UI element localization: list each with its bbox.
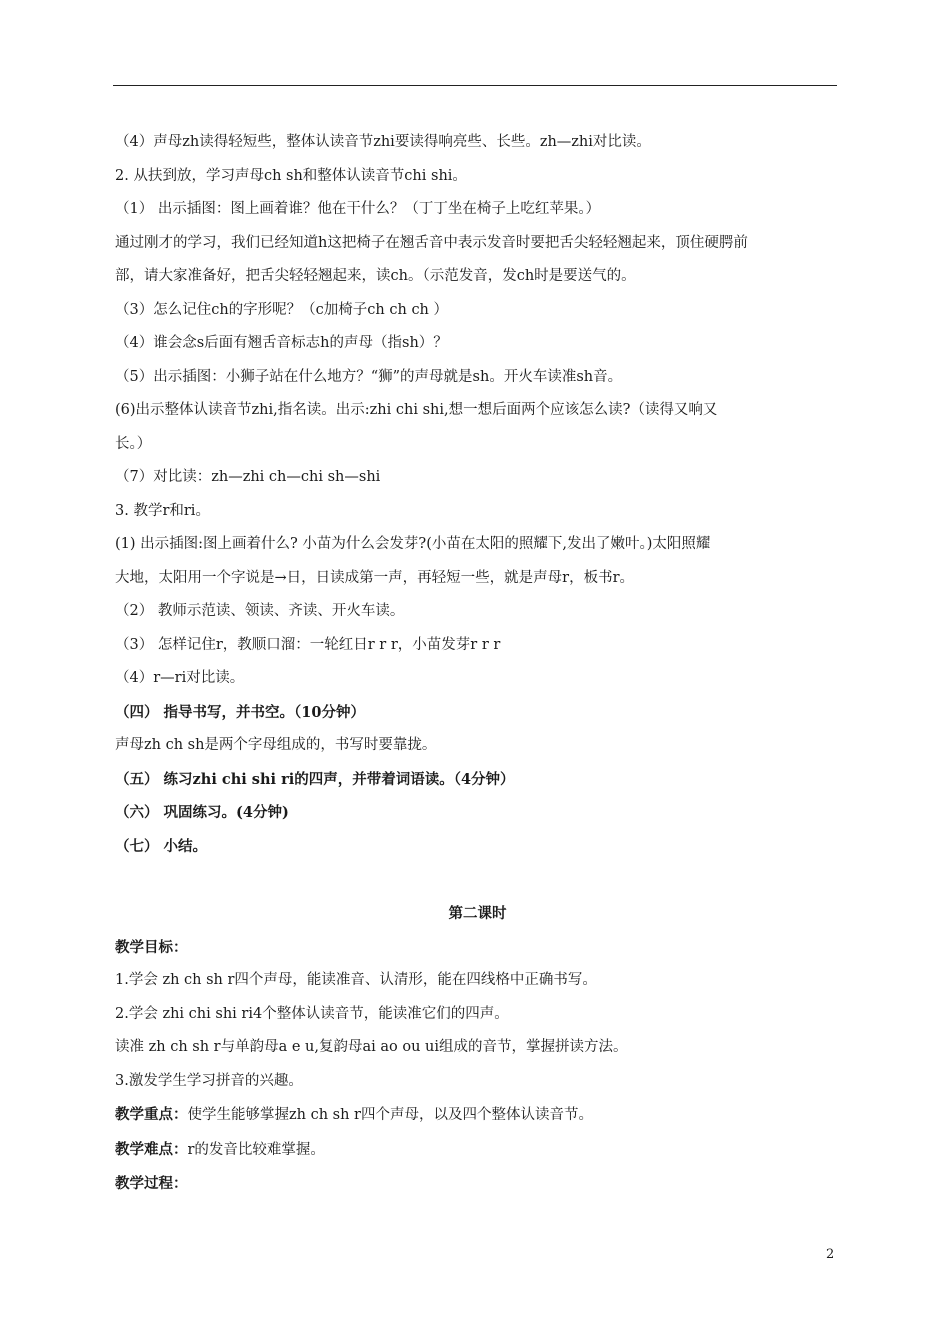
objective-item: 3.激发学生学习拼音的兴趣。 <box>115 1072 303 1089</box>
key-point-line <box>115 1098 840 1133</box>
body-line: 部，请大家准备好，把舌尖轻轻翘起来，读ch。（示范发音，发ch时是要送气的。 <box>115 268 636 284</box>
difficulty-text: r的发音比较难掌握。 <box>187 1141 325 1158</box>
objective-item: 2.学会 zhi chi shi ri4个整体认读音节，能读准它们的四声。 <box>115 1005 509 1022</box>
key-point-text: 使学生能够掌握zh ch sh r四个声母，以及四个整体认读音节。 <box>187 1107 593 1123</box>
difficulty-line <box>115 1133 840 1168</box>
body-line: （5）出示插图：小狮子站在什么地方？“狮”的声母就是sh。开火车读准sh音。 <box>115 368 623 385</box>
body-line: （4）r—ri对比读。 <box>115 670 245 686</box>
body-line: （3） 怎样记住r，教顺口溜：一轮红日r r r，小苗发芽r r r <box>115 636 501 653</box>
body-line: （2） 教师示范读、领读、齐读、开火车读。 <box>115 603 405 619</box>
body-line: 3. 教学r和ri。 <box>115 502 210 519</box>
step-heading-5: （五） 练习zhi chi shi ri的四声，并带着词语读。（4分钟） <box>115 770 515 788</box>
body-line: （4）谁会念s后面有翘舌音标志h的声母（指sh）？ <box>115 335 448 351</box>
process-label: 教学过程： <box>115 1175 188 1192</box>
step-4-text: 声母zh ch sh是两个字母组成的，书写时要靠拢。 <box>115 737 437 753</box>
body-line: （7）对比读：zh—zhi ch—chi sh—shi <box>115 469 381 485</box>
objective-item: 读准 zh ch sh r与单韵母a e u,复韵母ai ao ou ui组成的音节，掌握拼读方法。 <box>115 1039 628 1055</box>
difficulty-label: 教学难点： <box>115 1140 188 1158</box>
body-line: (1) 出示插图:图上画着什么? 小苗为什么会发芽?(小苗在太阳的照耀下,发出了嫩叶。)太阳照耀 <box>115 536 711 552</box>
body-line: 通过刚才的学习，我们已经知道h这把椅子在翘舌音中表示发音时要把舌尖轻轻翘起来，顶住硬腭前 <box>115 234 748 251</box>
body-line: （1） 出示插图：图上画着谁？他在干什么？（丁丁坐在椅子上吃红苹果。） <box>115 201 601 217</box>
page-number: 2 <box>826 1247 835 1262</box>
step-heading-4: （四） 指导书写，并书空。（10分钟） <box>115 703 365 721</box>
body-line: 2. 从扶到放，学习声母ch sh和整体认读音节chi shi。 <box>115 167 467 184</box>
section-gap <box>115 863 840 897</box>
header-rule <box>113 85 837 86</box>
objective-item: 1.学会 zh ch sh r四个声母，能读准音、认清形，能在四线格中正确书写。 <box>115 972 597 988</box>
step-heading-7: （七） 小结。 <box>115 837 208 855</box>
document-body <box>115 126 840 1201</box>
body-line: (6)出示整体认读音节zhi,指名读。出示:zhi chi shi,想一想后面两个应该怎么读?（读得又响又 <box>115 402 718 418</box>
body-line: 长。） <box>115 435 152 452</box>
step-heading-6: （六） 巩固练习。(4分钟) <box>115 804 289 821</box>
body-line: （3）怎么记住ch的字形呢？（c加椅子ch ch ch ） <box>115 301 449 318</box>
objectives-label: 教学目标： <box>115 938 188 956</box>
lesson-2-title: 第二课时 <box>448 905 507 922</box>
body-line: 大地，太阳用一个字说是→日，日读成第一声，再轻短一些，就是声母r，板书r。 <box>115 569 635 586</box>
body-line: （4）声母zh读得轻短些，整体认读音节zhi要读得响亮些、长些。zh—zhi对比读。 <box>115 134 651 150</box>
key-point-label: 教学重点： <box>115 1106 188 1123</box>
